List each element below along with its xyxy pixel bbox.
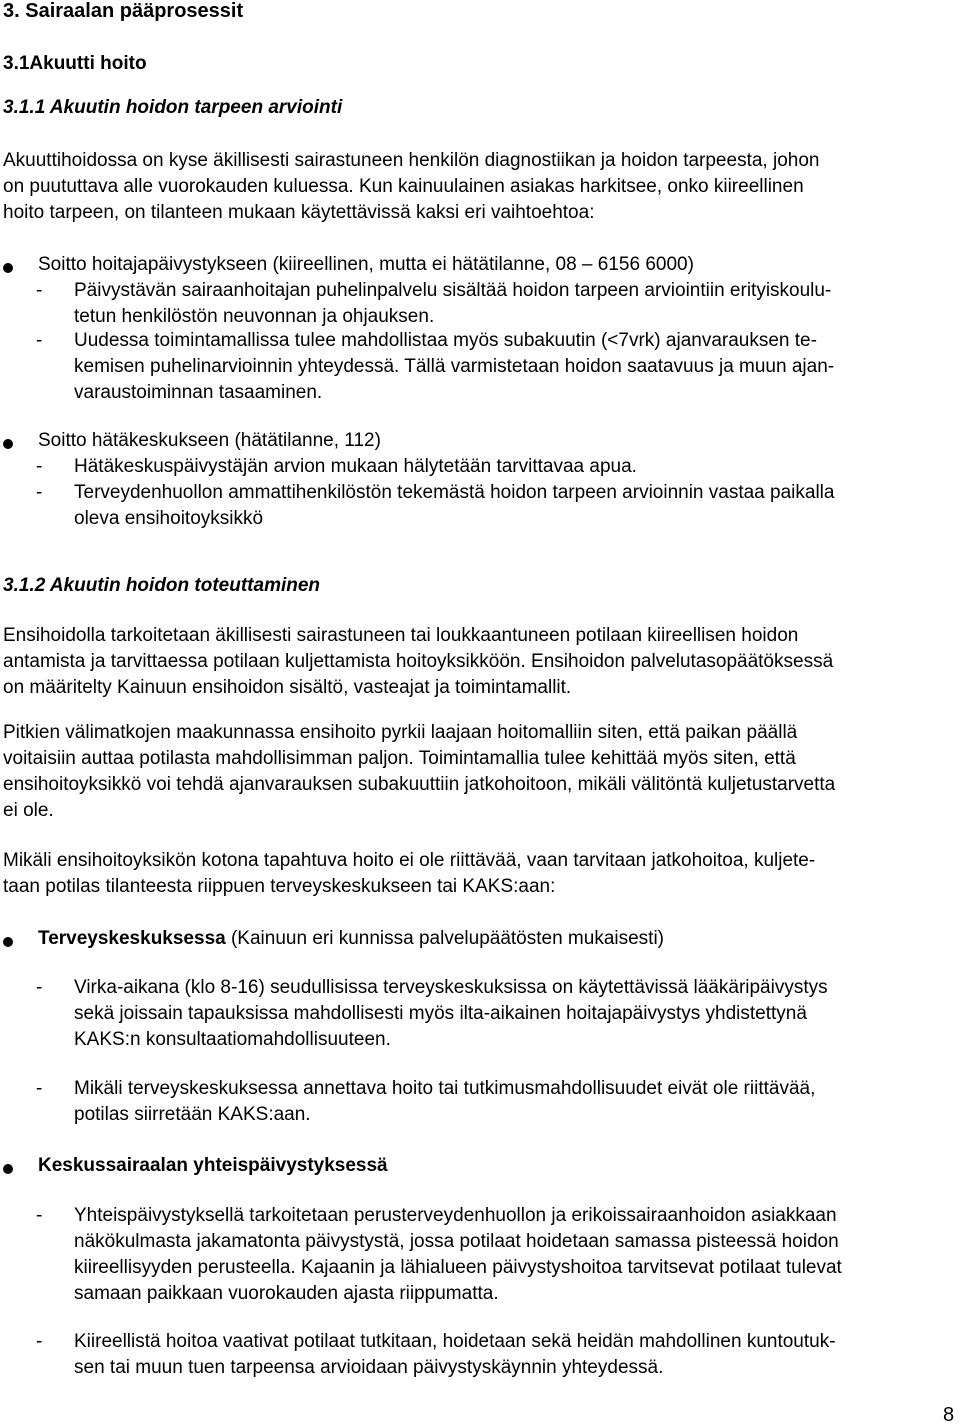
dash-marker: -	[36, 482, 43, 503]
sub-item	[74, 480, 834, 532]
dash-marker: -	[36, 456, 43, 477]
sub-item	[74, 278, 831, 330]
sub-item	[74, 1203, 842, 1307]
text-line: Päivystävän sairaanhoitajan puhelinpalvelu sisältää hoidon tarpeen arviointiin erityiskoulu-	[74, 280, 832, 301]
paragraph	[3, 623, 948, 701]
text-line: potilas siirretään KAKS:aan.	[74, 1104, 311, 1125]
subsection-heading-312: 3.1.2 Akuutin hoidon toteuttaminen	[3, 575, 321, 596]
sub-item	[74, 328, 834, 406]
paragraph	[3, 720, 948, 824]
dash-marker: -	[36, 1331, 43, 1352]
sub-item	[74, 1329, 836, 1381]
subsection-heading-311: 3.1.1 Akuutin hoidon tarpeen arviointi	[3, 97, 343, 118]
text-line: Yhteispäivystyksellä tarkoitetaan perusterveydenhuollon ja erikoissairaanhoidon asiakkaan	[74, 1205, 837, 1226]
text-line: ei ole.	[3, 800, 54, 821]
text-line: Pitkien välimatkojen maakunnassa ensihoito pyrkii laajaan hoitomalliin siten, että paikan päällä	[3, 722, 798, 743]
text-line: taan potilas tilanteesta riippuen terveyskeskukseen tai KAKS:aan:	[3, 876, 556, 897]
sub-item	[74, 975, 828, 1053]
bullet-item: Soitto hätäkeskukseen (hätätilanne, 112)	[38, 430, 381, 451]
text-line: Virka-aikana (klo 8-16) seudullisissa terveyskeskuksissa on käytettävissä lääkäripäivystys	[74, 977, 828, 998]
text-line: Uudessa toimintamallissa tulee mahdollistaa myös subakuutin (<7vrk) ajanvarauksen te-	[74, 330, 817, 351]
bullet-icon	[3, 937, 13, 947]
text-line: varaustoiminnan tasaaminen.	[74, 382, 323, 403]
text-line: ensihoitoyksikkö voi tehdä ajanvarauksen subakuuttiin jatkohoitoon, mikäli välitöntä kuljetustarvetta	[3, 774, 836, 795]
dash-marker: -	[36, 1078, 43, 1099]
text-line: sekä joissain tapauksissa mahdollisesti myös ilta-aikainen hoitajapäivystys yhdistettynä	[74, 1003, 807, 1024]
bullet-item	[38, 926, 664, 952]
text-line: kiireellisyyden perusteella. Kajaanin ja lähialueen päivystyshoitoa tarvitsevat potilaat tulevat	[74, 1257, 842, 1278]
text-line: on puututtava alle vuorokauden kuluessa. Kun kainuulainen asiakas harkitsee, onko kiireellinen	[3, 176, 804, 197]
bullet-rest-text: (Kainuun eri kunnissa palvelupäätösten mukaisesti)	[225, 928, 665, 949]
text-line: tetun henkilöstön neuvonnan ja ohjauksen.	[74, 306, 435, 327]
dash-marker: -	[36, 1205, 43, 1226]
text-line: kemisen puhelinarvioinnin yhteydessä. Tällä varmistetaan hoidon saatavuus ja muun ajan-	[74, 356, 835, 377]
text-line: oleva ensihoitoyksikkö	[74, 508, 264, 529]
text-line: KAKS:n konsultaatiomahdollisuuteen.	[74, 1029, 391, 1050]
text-line: on määritelty Kainuun ensihoidon sisältö, vasteajat ja toimintamallit.	[3, 677, 572, 698]
main-heading: 3. Sairaalan pääprosessit	[3, 0, 244, 22]
text-line: Kiireellistä hoitoa vaativat potilaat tutkitaan, hoidetaan sekä heidän mahdollinen kuntoutuk-	[74, 1331, 836, 1352]
text-line: Akuuttihoidossa on kyse äkillisesti sairastuneen henkilön diagnostiikan ja hoidon tarpeesta, johon	[3, 150, 820, 171]
bullet-icon	[3, 263, 13, 273]
sub-item	[74, 454, 637, 480]
dash-marker: -	[36, 977, 43, 998]
text-line: antamista ja tarvittaessa potilaan kuljettamista hoitoyksikköön. Ensihoidon palvelutasopäätöksessä	[3, 651, 834, 672]
section-heading: 3.1Akuutti hoito	[3, 53, 147, 74]
bullet-item: Soitto hoitajapäivystykseen (kiireellinen, mutta ei hätätilanne, 08 – 6156 6000)	[38, 254, 694, 275]
dash-marker: -	[36, 280, 43, 301]
text-line: sen tai muun tuen tarpeensa arvioidaan päivystyskäynnin yhteydessä.	[74, 1357, 664, 1378]
text-line: Mikäli ensihoitoyksikön kotona tapahtuva hoito ei ole riittävää, vaan tarvitaan jatkohoitoa, kuljete-	[3, 850, 816, 871]
bullet-bold-label: Terveyskeskuksessa	[38, 928, 226, 949]
text-line: näkökulmasta jakamatonta päivystystä, jossa potilaat hoidetaan samassa pisteessä hoidon	[74, 1231, 839, 1252]
dash-marker: -	[36, 330, 43, 351]
text-line: voitaisiin auttaa potilasta mahdollisimman paljon. Toimintamallia tulee kehittää myös siten, että	[3, 748, 796, 769]
text-line: samaan paikkaan vuorokauden ajasta riippumatta.	[74, 1283, 499, 1304]
intro-paragraph	[3, 148, 948, 226]
bullet-icon	[3, 439, 13, 449]
text-line: Mikäli terveyskeskuksessa annettava hoito tai tutkimusmahdollisuudet eivät ole riittävää,	[74, 1078, 816, 1099]
text-line: hoito tarpeen, on tilanteen mukaan käytettävissä kaksi eri vaihtoehtoa:	[3, 202, 595, 223]
sub-item	[74, 1076, 815, 1128]
text-line: Terveydenhuollon ammattihenkilöstön tekemästä hoidon tarpeen arvioinnin vastaa paikalla	[74, 482, 835, 503]
bullet-icon	[3, 1164, 13, 1174]
page-number: 8	[943, 1404, 955, 1426]
text-line: Hätäkeskuspäivystäjän arvion mukaan hälytetään tarvittavaa apua.	[74, 456, 637, 477]
paragraph	[3, 848, 948, 900]
text-line: Ensihoidolla tarkoitetaan äkillisesti sairastuneen tai loukkaantuneen potilaan kiireellisen hoidon	[3, 625, 799, 646]
bullet-item: Keskussairaalan yhteispäivystyksessä	[38, 1155, 388, 1176]
